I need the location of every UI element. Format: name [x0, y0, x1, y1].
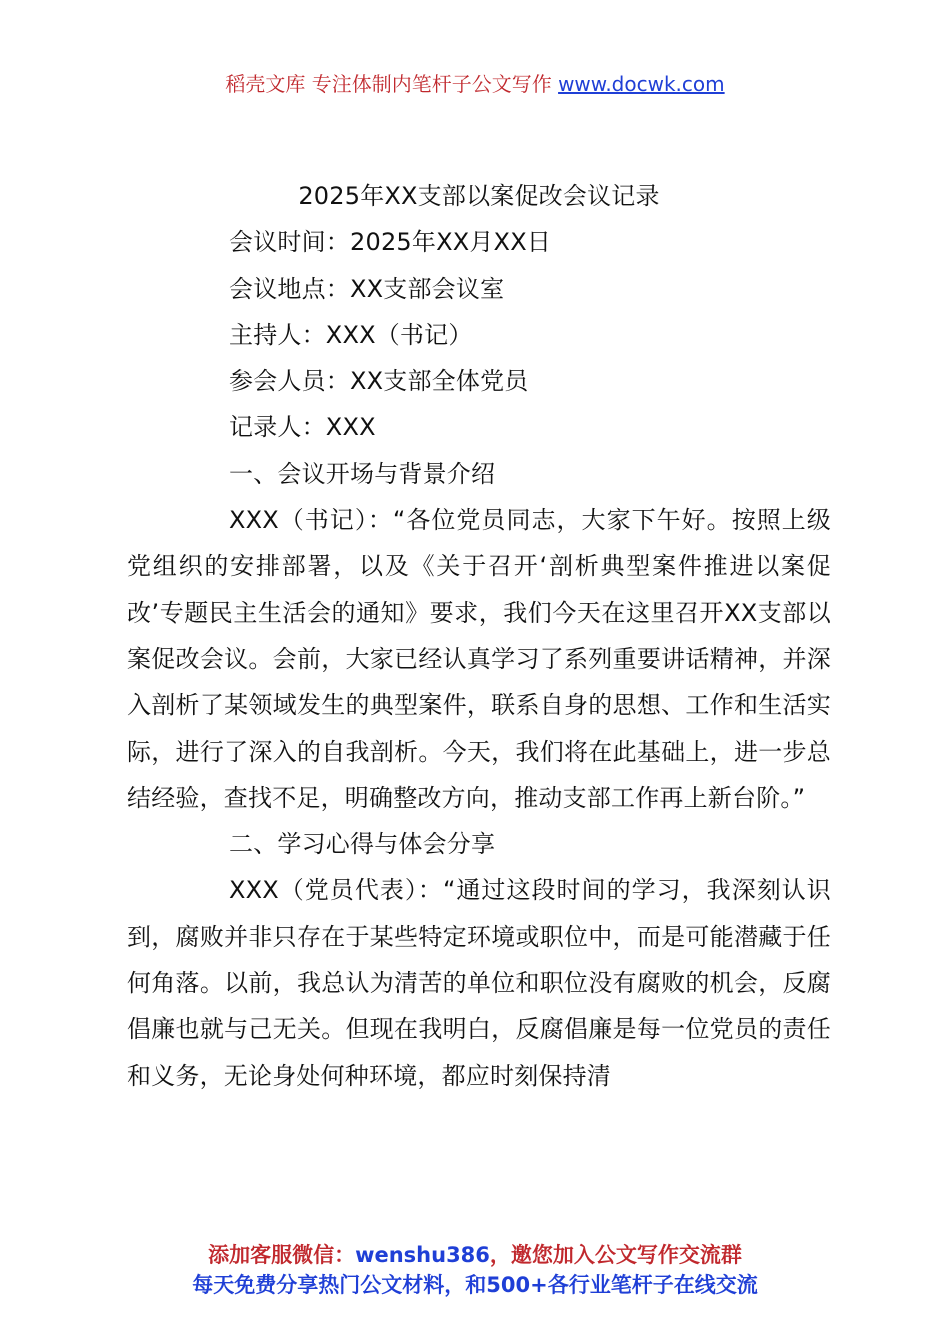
- meeting-recorder: 记录人：XXX: [229, 413, 376, 442]
- footer-contact-suffix: ，邀您加入公文写作交流群: [489, 1243, 742, 1267]
- footer-contact-prefix: 添加客服微信：: [208, 1243, 356, 1267]
- meeting-time: 会议时间：2025年XX月XX日: [229, 228, 552, 257]
- meeting-location: 会议地点：XX支部会议室: [229, 274, 505, 303]
- section-heading-2: 二、学习心得与体会分享: [229, 830, 496, 859]
- promo-footer: [0, 1240, 950, 1300]
- section-paragraph-2: XXX（党员代表）：“通过这段时间的学习，我深刻认识到，腐败并非只存在于某些特定环境或职位中，而是可能潜藏于任何角落。以前，我总认为清苦的单位和职位没有腐败的机会，反腐倡廉也就与己无关。但现在我明白，反腐倡廉是每一位党员的责任和义务，无论身处何种环境，都应时刻保持清: [127, 876, 831, 1090]
- footer-line-contact: [0, 1240, 950, 1270]
- meeting-attendees: 参会人员：XX支部全体党员: [229, 367, 529, 396]
- document-body: [127, 173, 831, 1099]
- section-heading-1: 一、会议开场与背景介绍: [229, 459, 496, 488]
- document-title: 2025年XX支部以案促改会议记录: [298, 182, 660, 210]
- wechat-id: wenshu386: [355, 1243, 490, 1267]
- brand-slogan: 稻壳文库 专注体制内笔杆子公文写作: [225, 72, 552, 96]
- meeting-host: 主持人：XXX（书记）: [229, 320, 473, 349]
- footer-line-share: 每天免费分享热门公文材料，和500+各行业笔杆子在线交流: [192, 1273, 758, 1297]
- section-paragraph-1: XXX（书记）：“各位党员同志，大家下午好。按照上级党组织的安排部署，以及《关于召开‘剖析典型案件推进以案促改’专题民主生活会的通知》要求，我们今天在这里召开XX支部以案促改会议。会前，大家已经认真学习了系列重要讲话精神，并深入剖析了某领域发生的典型案件，联系自身的思想、工作和生活实际，进行了深入的自我剖析。今天，我们将在此基础上，进一步总结经验，查找不足，明确整改方向，推动支部工作再上新台阶。”: [127, 506, 831, 812]
- site-url-link[interactable]: www.docwk.com: [558, 72, 725, 96]
- site-header: [0, 70, 950, 98]
